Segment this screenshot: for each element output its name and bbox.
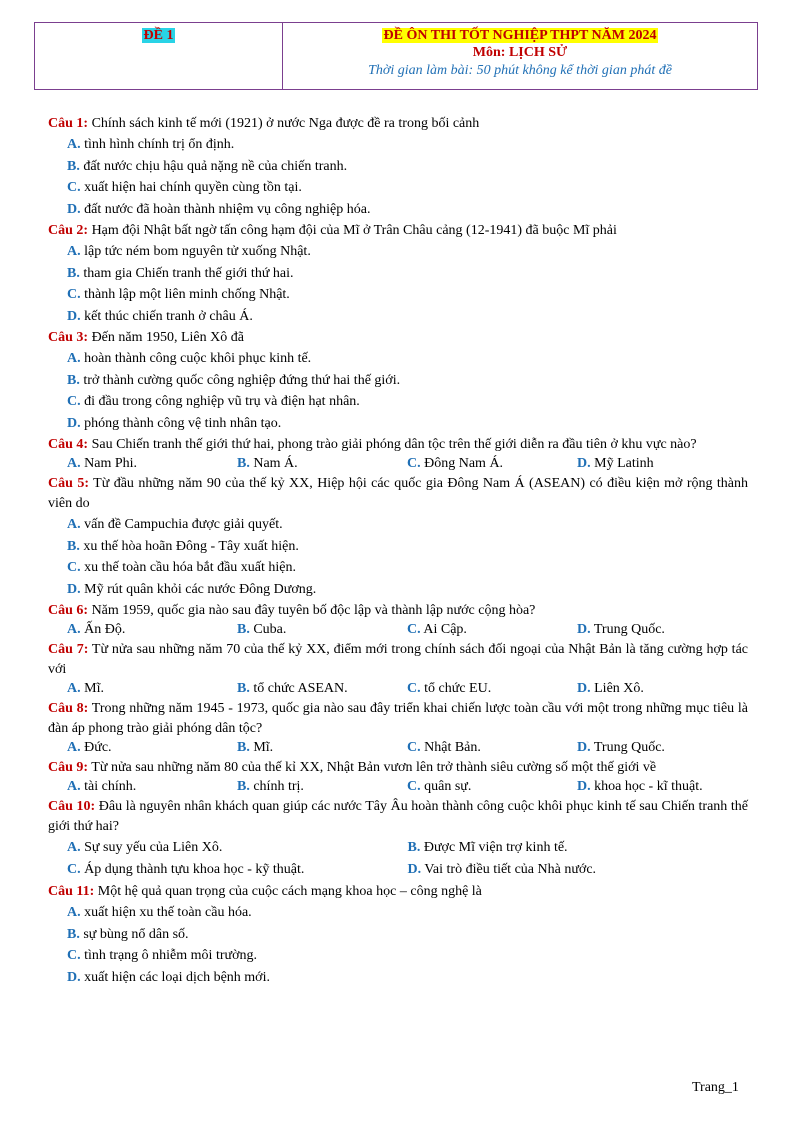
option-text: Đức. [80,740,112,755]
answer-option [67,373,400,388]
answer-option [408,862,597,877]
option-line [67,284,748,306]
option-line [67,536,748,558]
option-cell [67,739,237,757]
option-text: Đông Nam Á. [420,456,504,471]
option-letter: D. [577,740,591,755]
answer-option [67,970,270,985]
option-text: thành lập một liên minh chống Nhật. [80,287,290,302]
answer-option [577,779,703,794]
answer-option [67,622,125,637]
option-letter: A. [67,681,81,696]
answer-option [67,159,347,174]
option-letter: C. [407,681,421,696]
option-letter: A. [67,779,81,794]
answer-option [67,416,281,431]
question-text: Chính sách kinh tế mới (1921) ở nước Nga được đề ra trong bối cảnh [88,116,480,131]
option-letter: B. [237,622,250,637]
question-stem [48,882,748,902]
option-text: lập tức ném bom nguyên tử xuống Nhật. [80,244,311,259]
option-text: Áp dụng thành tựu khoa học - kỹ thuật. [80,862,305,877]
question-stem [48,328,748,348]
answer-option [67,862,304,877]
option-text: Được Mĩ viện trợ kinh tế. [420,840,568,855]
option-cell [577,621,747,639]
option-cell [407,778,577,796]
option-letter: A. [67,905,81,920]
exam-code-cell [35,23,283,89]
question-list [48,113,748,988]
option-cell [67,455,237,473]
answer-option [67,779,136,794]
question [48,758,748,796]
option-cell [237,778,407,796]
question-label: Câu 6: [48,603,89,618]
option-cell [407,621,577,639]
answer-option [407,622,467,637]
option-text: tổ chức EU. [420,681,492,696]
option-text: chính trị. [249,779,304,794]
option-line [67,579,748,601]
option-line [67,306,748,328]
option-text: xuất hiện hai chính quyền cùng tồn tại. [80,180,302,195]
option-text: trở thành cường quốc công nghiệp đứng thứ hai thế giới. [79,372,401,388]
option-letter: D. [67,581,81,597]
question-stem [48,474,748,514]
answer-option [67,582,316,597]
question-text: Trong những năm 1945 - 1973, quốc gia nào sau đây triển khai chiến lược toàn cầu với một trong những mục tiêu là đàn áp phong trào giải phóng dân tộc? [48,701,749,736]
question-label: Câu 1: [48,116,89,131]
option-text: tham gia Chiến tranh thế giới thứ hai. [79,265,294,281]
option-letter: D. [67,308,81,324]
question-text: Từ nửa sau những năm 70 của thế kỷ XX, điểm mới trong chính sách đối ngoại của Nhật Bản là tăng cường hợp tác với [48,642,748,677]
option-row [67,778,748,796]
answer-option [67,137,234,152]
answer-option [67,180,302,195]
option-text: kết thúc chiến tranh ở châu Á. [80,308,253,324]
option-letter: D. [67,201,81,217]
answer-option [237,779,304,794]
answer-option [407,740,481,755]
option-letter: D. [577,681,591,696]
option-letter: D. [577,779,591,794]
question-label: Câu 3: [48,330,89,345]
option-text: hoàn thành công cuộc khôi phục kinh tế. [80,351,312,366]
option-text: đất nước chịu hậu quả nặng nề của chiến tranh. [79,158,348,174]
option-cell [67,837,408,859]
option-letter: B. [407,840,421,855]
option-line [67,945,748,967]
option-letter: C. [67,287,81,302]
option-letter: A. [67,517,81,532]
exam-title-cell [283,23,757,89]
option-text: Ấn Độ. [80,622,126,637]
option-text: Trung Quốc. [590,740,665,755]
question-text: Hạm đội Nhật bất ngờ tấn công hạm đội của Mĩ ở Trân Châu cảng (12-1941) đã buộc Mĩ phải [88,223,617,238]
answer-option [407,779,471,794]
option-letter: A. [67,137,81,152]
option-text: Sự suy yếu của Liên Xô. [80,840,223,855]
option-letter: A. [67,622,81,637]
option-letter: A. [67,244,81,259]
option-text: Liên Xô. [590,681,644,696]
answer-option [577,740,665,755]
option-text: vấn đề Campuchia được giải quyết. [80,517,283,532]
option-text: xu thế toàn cầu hóa bắt đầu xuất hiện. [80,560,296,575]
option-cell [577,680,747,698]
answer-option [67,560,296,575]
answer-option [67,266,294,281]
option-text: Mỹ rút quân khỏi các nước Đông Dương. [80,581,317,597]
question-stem [48,114,748,134]
option-line [67,348,748,370]
option-text: xuất hiện xu thế toàn cầu hóa. [80,905,252,920]
question-stem [48,435,748,455]
option-text: xu thế hòa hoãn Đông - Tây xuất hiện. [79,538,299,554]
exam-code: ĐỀ 1 [143,28,174,43]
answer-option [67,244,311,259]
option-letter: D. [67,415,81,431]
option-letter: C. [407,622,421,637]
option-cell [237,739,407,757]
question [48,797,748,881]
question [48,699,748,757]
option-cell [407,739,577,757]
option-cell [407,680,577,698]
option-text: đi đầu trong công nghiệp vũ trụ và điện hạt nhân. [80,394,360,409]
option-cell [408,859,749,881]
exam-subject: Môn: LỊCH SỬ [472,45,568,60]
question-stem [48,797,748,837]
page-number: Trang_1 [692,1080,739,1095]
option-letter: C. [67,180,81,195]
answer-option [577,681,644,696]
question-label: Câu 8: [48,701,89,716]
option-text: tài chính. [80,779,137,794]
option-letter: C. [407,456,421,471]
option-cell [577,739,747,757]
answer-option [577,622,665,637]
question [48,474,748,600]
option-cell [237,680,407,698]
answer-option [67,202,371,217]
option-letter: D. [407,862,422,877]
option-text: Mỹ Latinh [590,456,654,471]
question-text: Đến năm 1950, Liên Xô đã [88,330,244,345]
option-letter: C. [67,862,81,877]
question [48,435,748,473]
option-text: Nam Phi. [80,456,138,471]
question [48,640,748,698]
option-letter: C. [407,740,421,755]
exam-header [34,22,758,90]
option-row [67,455,748,473]
exam-title: ĐỀ ÔN THI TỐT NGHIỆP THPT NĂM 2024 [383,28,657,43]
question [48,328,748,434]
option-text: Nhật Bản. [420,740,481,755]
question-text: Một hệ quả quan trọng của cuộc cách mạng khoa học – công nghệ là [94,884,482,899]
option-letter: B. [237,740,250,755]
answer-option [237,681,348,696]
option-text: xuất hiện các loại dịch bệnh mới. [80,969,270,985]
option-cell [67,778,237,796]
option-letter: B. [67,265,80,281]
option-line [67,199,748,221]
option-line [67,263,748,285]
option-row [67,621,748,639]
answer-option [408,840,568,855]
answer-option [407,681,491,696]
option-row [67,837,748,859]
option-line [67,902,748,924]
option-row [67,680,748,698]
question-stem [48,601,748,621]
question-label: Câu 4: [48,437,89,452]
option-cell [237,455,407,473]
answer-option [237,740,273,755]
question [48,221,748,327]
option-line [67,241,748,263]
answer-option [67,456,137,471]
option-cell [237,621,407,639]
option-text: Mĩ. [249,740,274,755]
answer-option [67,351,311,366]
answer-option [67,927,189,942]
option-letter: B. [67,538,80,554]
question-label: Câu 5: [48,476,89,491]
option-text: tình hình chính trị ổn định. [80,137,235,152]
option-letter: C. [67,560,81,575]
option-line [67,413,748,435]
question-text: Năm 1959, quốc gia nào sau đây tuyên bố độc lập và thành lập nước cộng hòa? [88,603,536,618]
answer-option [407,456,503,471]
option-text: Vai trò điều tiết của Nhà nước. [421,862,597,877]
option-line [67,177,748,199]
answer-option [67,840,222,855]
option-text: Mĩ. [80,681,104,696]
answer-option [67,681,104,696]
option-line [67,557,748,579]
question-text: Từ đầu những năm 90 của thế kỷ XX, Hiệp hội các quốc gia Đông Nam Á (ASEAN) có điều kiện mở rộng thành viên do [48,476,749,511]
option-line [67,924,748,946]
option-letter: C. [67,394,81,409]
option-letter: A. [67,456,81,471]
option-letter: C. [407,779,421,794]
option-text: quân sự. [420,779,472,794]
option-text: Nam Á. [249,456,298,471]
option-text: Cuba. [249,622,287,637]
option-cell [67,621,237,639]
question-label: Câu 9: [48,760,89,775]
option-letter: D. [67,969,81,985]
answer-option [67,905,252,920]
option-cell [67,859,408,881]
answer-option [237,622,286,637]
option-letter: B. [237,779,250,794]
option-text: Trung Quốc. [590,622,665,637]
option-letter: D. [577,622,591,637]
answer-option [67,539,299,554]
question-stem [48,221,748,241]
option-row [67,859,748,881]
option-letter: B. [67,372,80,388]
question [48,882,748,988]
option-letter: A. [67,740,81,755]
option-text: phóng thành công vệ tinh nhân tạo. [80,415,282,431]
option-text: sự bùng nổ dân số. [79,926,189,942]
option-cell [408,837,749,859]
answer-option [67,287,290,302]
answer-option [67,394,360,409]
option-letter: B. [67,926,80,942]
option-cell [577,455,747,473]
option-letter: B. [237,456,250,471]
exam-time: Thời gian làm bài: 50 phút không kể thời gian phát đề [368,63,672,78]
option-line [67,391,748,413]
option-text: Ai Cập. [420,622,467,637]
question-stem [48,699,748,739]
option-text: khoa học - kĩ thuật. [590,779,703,794]
option-letter: B. [237,681,250,696]
question-text: Sau Chiến tranh thế giới thứ hai, phong trào giải phóng dân tộc trên thế giới diễn ra đầu tiên ở khu vực nào? [88,437,697,452]
option-text: tình trạng ô nhiễm môi trường. [80,948,257,963]
question [48,114,748,220]
option-line [67,967,748,989]
question [48,601,748,639]
question-label: Câu 11: [48,884,95,899]
question-label: Câu 7: [48,642,89,657]
option-letter: D. [577,456,591,471]
answer-option [577,456,654,471]
answer-option [237,456,298,471]
option-line [67,134,748,156]
answer-option [67,309,253,324]
option-line [67,156,748,178]
option-letter: A. [67,351,81,366]
question-text: Từ nửa sau những năm 80 của thế kỉ XX, Nhật Bản vươn lên trở thành siêu cường số một thế giới về [88,760,657,775]
option-letter: C. [67,948,81,963]
option-letter: A. [67,840,81,855]
question-label: Câu 2: [48,223,89,238]
question-stem [48,640,748,680]
option-cell [577,778,747,796]
option-text: đất nước đã hoàn thành nhiệm vụ công nghiệp hóa. [80,201,371,217]
option-cell [67,680,237,698]
question-label: Câu 10: [48,799,96,814]
answer-option [67,517,283,532]
option-cell [407,455,577,473]
option-letter: B. [67,158,80,174]
option-line [67,370,748,392]
option-text: tổ chức ASEAN. [249,681,348,696]
question-text: Đâu là nguyên nhân khách quan giúp các nước Tây Âu hoàn thành công cuộc khôi phục kinh tế sau Chiến tranh thế giới thứ hai? [48,799,748,834]
option-line [67,514,748,536]
question-stem [48,758,748,778]
answer-option [67,948,257,963]
option-row [67,739,748,757]
answer-option [67,740,112,755]
